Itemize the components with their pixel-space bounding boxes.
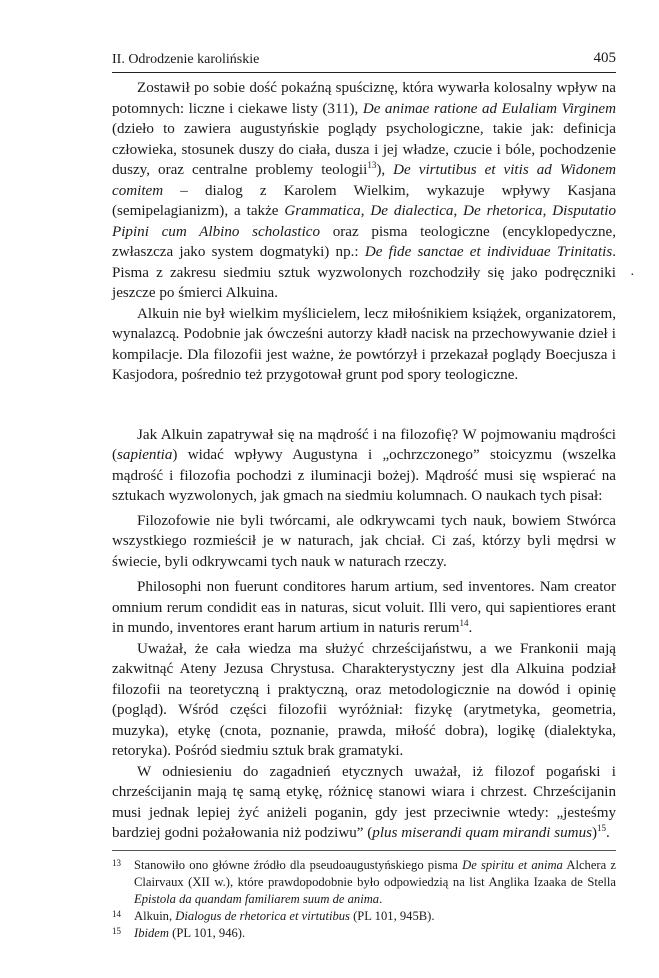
work-title: De dialectica: [370, 203, 454, 219]
text-run: .: [606, 825, 610, 841]
paragraph-division: Uważał, że cała wiedza ma służyć chrześcijaństwu, a we Frankonii mają zakwitnąć Ateny Jezusa Chrystusa. Charakterystyczny jest dla Alkuina podział filozofii na teoretyczną i praktyczną, oraz metodologicznie na dowód i opinię (pogląd). Wśród części filozofii wyróżniał: fizykę (arytmetyka, geometria, muzyka), etykę (cnota, poznanie, prawda, miłość dobra), logikę (dialektyka, retoryka). Pośród siedmiu sztuk brak gramatyki.: [112, 640, 616, 759]
quote-polish: Filozofowie nie byli twórcami, ale odkrywcami tych nauk, bowiem Stwórca wszystkiego rozmieścił je w naturach, jak chciał. Ci zaś, którzy byli mędrsi w świecie, byli odkrywcami tych nauk w naturach rzeczy.: [112, 512, 616, 570]
footnote-item: [112, 857, 616, 908]
text-run: Alkuin,: [134, 909, 176, 923]
work-title: Grammatica: [284, 203, 361, 219]
work-title: Ibidem: [134, 926, 169, 940]
paragraph-ethics: [112, 762, 616, 844]
text-run: oraz pisma teologiczne (encyklopedyczne, zwłaszcza jako system dogmatyki) np.:: [112, 223, 616, 260]
text-run: Jak Alkuin zapatrywał się na mądrość i na filozofię? W pojmowaniu mądrości (: [112, 426, 616, 463]
latin-term: sapientia: [117, 447, 173, 463]
work-title: Dialogus de rhetorica et virtutibus: [175, 909, 350, 923]
footnote-number: 14: [112, 909, 121, 919]
text-run: ,: [360, 203, 371, 219]
text-run: ) widać wpływy Augustyna i „ochrzczonego” stoicyzmu (wszelka mądrość i filozofia pochodzi z iluminacji bożej). Mądrość musi się wspierać na sztukach wyzwolonych, jak gmach na siedmiu kolumnach. O naukach tych pisał:: [112, 447, 616, 504]
work-title: Disputatio Pipini cum Albino scholastico: [112, 203, 617, 240]
work-title: De rhetorica: [463, 203, 543, 219]
page-number: 405: [593, 50, 616, 66]
work-title: De spiritu et anima: [462, 858, 563, 872]
text-run: ,: [542, 203, 553, 219]
block-quote: [112, 511, 616, 639]
text-run: (dzieło to zawiera augustyńskie poglądy psychologiczne, takie jak: definicja człowieka, stosunek duszy do ciała, dusza i jej władze, czucie i bóle, pochodzenie duszy, oraz centralne problemy teologii: [112, 121, 616, 178]
footnote-text: [134, 925, 616, 942]
footnote-text: [134, 857, 616, 908]
footnote-text: [134, 908, 616, 925]
footnote-number: 15: [112, 926, 121, 936]
work-title: De virtutibus et vitis ad Widonem comitem: [112, 162, 616, 199]
paragraph-works: [112, 78, 616, 304]
text-run: (PL 101, 946).: [168, 926, 246, 940]
footnote-ref[interactable]: 14: [459, 617, 469, 628]
text-run: Philosophi non fuerunt conditores harum artium, sed inventores. Nam creator omnium rerum condidit eas in naturas, sicut voluit. Illi vero, qui sapientiores erant in mundo, inventores erant harum artium in naturis rerum: [112, 579, 616, 636]
text-run: ),: [376, 162, 394, 178]
text-run: – dialog z Karolem Wielkim, wykazuje wpływy Kasjana (semipelagianizm), a także: [112, 182, 616, 219]
footnote-item: [112, 908, 616, 925]
work-title: Epistola da quandam familiarem suum de anima: [134, 892, 380, 906]
work-title: De animae ratione ad Eulaliam Virginem: [362, 100, 616, 117]
paragraph-thinker: Alkuin nie był wielkim myślicielem, lecz miłośnikiem książek, organizatorem, wynalazcą. Podobnie jak ówcześni autorzy kładł nacisk na przechowywanie dzieł i kompilacje. Dla filozofii jest ważne, że powtórzył i przekazał poglądy Boecjusza i Kasjodora, pośrednio też przygotował grunt pod spory teologiczne.: [112, 305, 616, 383]
footnote-number: 13: [112, 858, 121, 868]
text-run: Stanowiło ono główne źródło dla pseudoaugustyńskiego pisma: [134, 858, 463, 872]
section-gap: [112, 386, 616, 425]
margin-mark: ·: [630, 268, 635, 283]
text-run: Zostawił po sobie dość pokaźną spuściznę, która wywarła kolosalny wpływ na potomnych: liczne i ciekawe listy (311),: [112, 80, 616, 117]
footnote-item: [112, 925, 616, 942]
section-title: II. Odrodzenie karolińskie: [112, 52, 260, 67]
footnote-ref[interactable]: 15: [597, 822, 607, 833]
text-run: .: [379, 892, 383, 906]
text-run: ): [592, 825, 598, 841]
work-title: De fide sanctae et individuae Trinitatis: [364, 244, 613, 260]
main-text: [112, 78, 616, 844]
quote-latin: [112, 577, 616, 639]
latin-phrase: plus miserandi quam mirandi sumus: [372, 825, 592, 841]
paragraph-wisdom: [112, 425, 616, 507]
text-run: W odniesieniu do zagadnień etycznych uważał, iż filozof pogański i chrześcijanin mają tę samą etykę, różnicę stanowi wiara i chrzest. Chrześcijanin musi jednak lepiej żyć aniżeli poganin, gdy jest przeciwnie wtedy: „jesteśmy bardziej godni pożałowania niż podziwu” (: [112, 763, 616, 841]
footnotes: [112, 850, 616, 942]
text-run: Alchera z Clairvaux (XII w.), które prawdopodobnie było odpowiedzią na list Anglika Izaaka de Stella: [134, 858, 616, 889]
text-run: .: [468, 620, 473, 636]
text-run: ,: [453, 203, 464, 219]
text-run: (PL 101, 945B).: [349, 909, 435, 923]
footnote-ref[interactable]: 13: [367, 159, 377, 170]
running-header: [112, 48, 616, 73]
text-run: . Pisma z zakresu siedmiu sztuk wyzwolonych rozchodziły się jako podręczniki jeszcze po śmierci Alkuina.: [112, 244, 616, 301]
